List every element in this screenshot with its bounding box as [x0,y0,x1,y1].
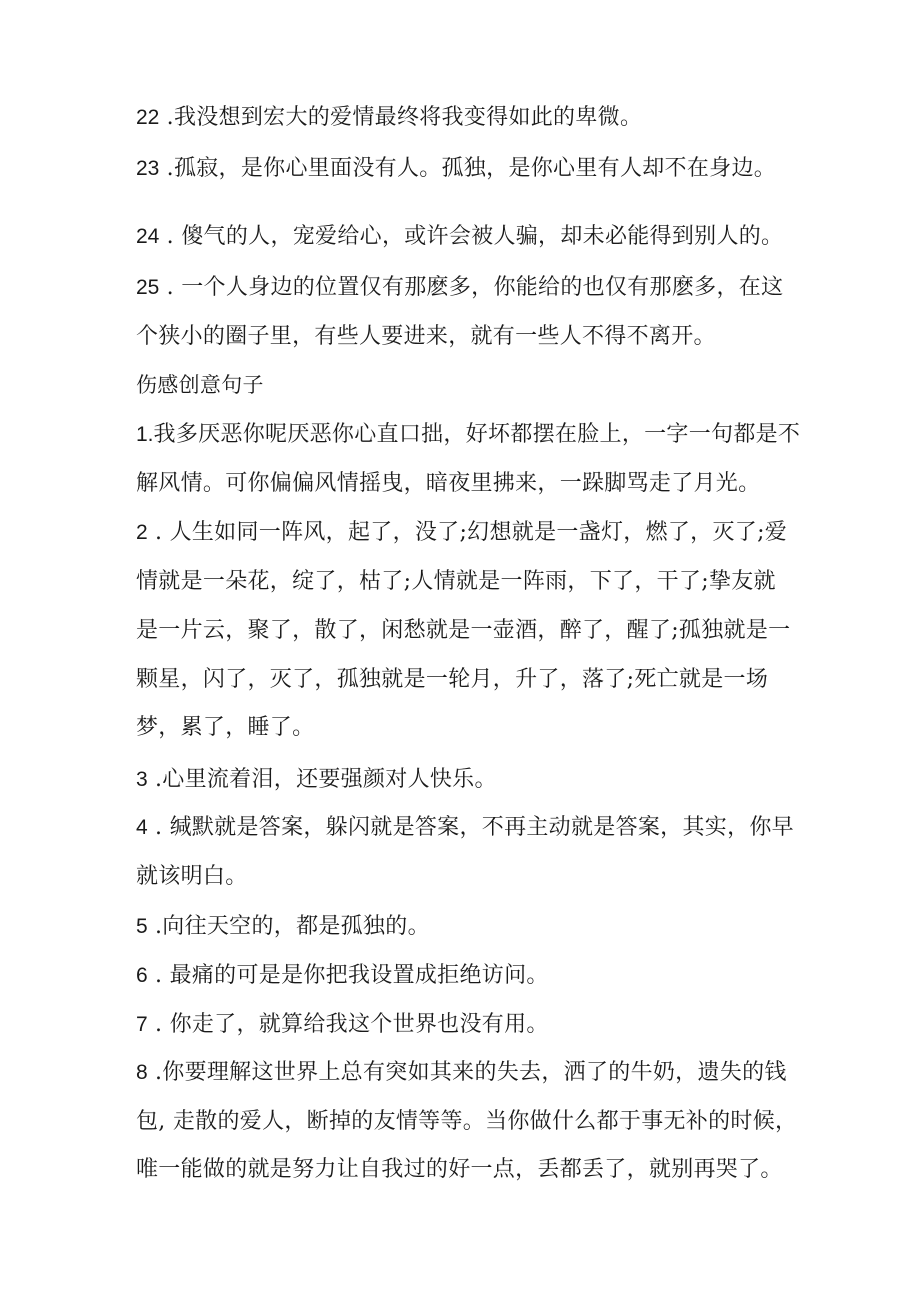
text-line [136,567,796,597]
section-heading [136,370,796,401]
line-text: 解风情。可你偏偏风情摇曳，暗夜里拂来，一跺脚骂走了月光。 [136,471,761,496]
item-number: 24 [136,225,160,248]
line-text: . 最痛的可是是你把我设置成拒绝访问。 [147,963,549,988]
line-text: 唯一能做的就是努力让自我过的好一点，丢都丢了，就别再哭了。 [136,1157,783,1182]
line-text: 是一片云，聚了，散了，闲愁就是一壶酒，醉了，醒了;孤独就是一 [136,618,791,643]
text-line [136,273,796,303]
item-number: 7 [136,1013,148,1036]
line-text: 伤感创意句子 [136,373,264,397]
line-text: .心里流着泪，还要强颜对人快乐。 [147,767,497,792]
text-line [136,616,796,646]
text-line [136,1155,796,1185]
line-text: 个狭小的圈子里，有些人要进来，就有一些人不得不离开。 [136,324,716,349]
line-text: 包, 走散的爱人，断掉的友情等等。当你做什么都于事无补的时候， [136,1109,798,1134]
line-text: 我多厌恶你呢厌恶你心直口拙，好坏都摆在脸上，一字一句都是不 [153,422,801,447]
line-text: . 缄默就是答案，躲闪就是答案，不再主动就是答案，其实，你早 [147,815,794,840]
item-number: 2 [136,521,148,544]
item-number: 25 [136,276,160,299]
text-line [136,713,796,743]
item-number: 23 [136,157,160,180]
item-number: 22 [136,106,160,129]
line-text: . 你走了，就算给我这个世界也没有用。 [147,1012,549,1037]
text-line [136,1107,796,1137]
text-line [136,154,796,184]
line-text: .向往天空的，都是孤独的。 [147,914,430,939]
line-text: . 傻气的人，宠爱给心，或许会被人骗，却未必能得到别人的。 [159,224,784,249]
text-line [136,1010,796,1040]
text-line [136,862,796,892]
line-text: 颗星，闪了，灭了，孤独就是一轮月，升了，落了;死亡就是一场 [136,667,769,692]
text-line [136,813,796,843]
line-text: 梦，累了，睡了。 [136,715,315,740]
text-line [136,103,796,133]
line-text: . 一个人身边的位置仅有那麽多，你能给的也仅有那麽多，在这 [159,275,784,300]
text-line [136,469,796,499]
item-number: 1. [136,423,154,446]
line-text: 就该明白。 [136,864,248,889]
text-line [136,222,796,252]
item-number: 5 [136,915,148,938]
text-line [136,665,796,695]
text-line [136,912,796,942]
line-text: .你要理解这世界上总有突如其来的失去，洒了的牛奶，遗失的钱 [147,1060,787,1085]
line-text: . 人生如同一阵风，起了，没了;幻想就是一盏灯，燃了，灭了;爱 [147,520,788,545]
line-text: 情就是一朵花，绽了，枯了;人情就是一阵雨，下了，干了;挚友就 [136,569,776,594]
item-number: 8 [136,1061,148,1084]
text-line [136,518,796,548]
item-number: 4 [136,816,148,839]
item-number: 3 [136,768,148,791]
text-line [136,322,796,352]
line-text: .孤寂，是你心里面没有人。孤独，是你心里有人却不在身边。 [159,156,777,181]
text-line [136,1058,796,1088]
text-line [136,765,796,795]
text-line [136,420,801,450]
line-text: .我没想到宏大的爱情最终将我变得如此的卑微。 [159,105,643,130]
text-line [136,961,796,991]
item-number: 6 [136,964,148,987]
